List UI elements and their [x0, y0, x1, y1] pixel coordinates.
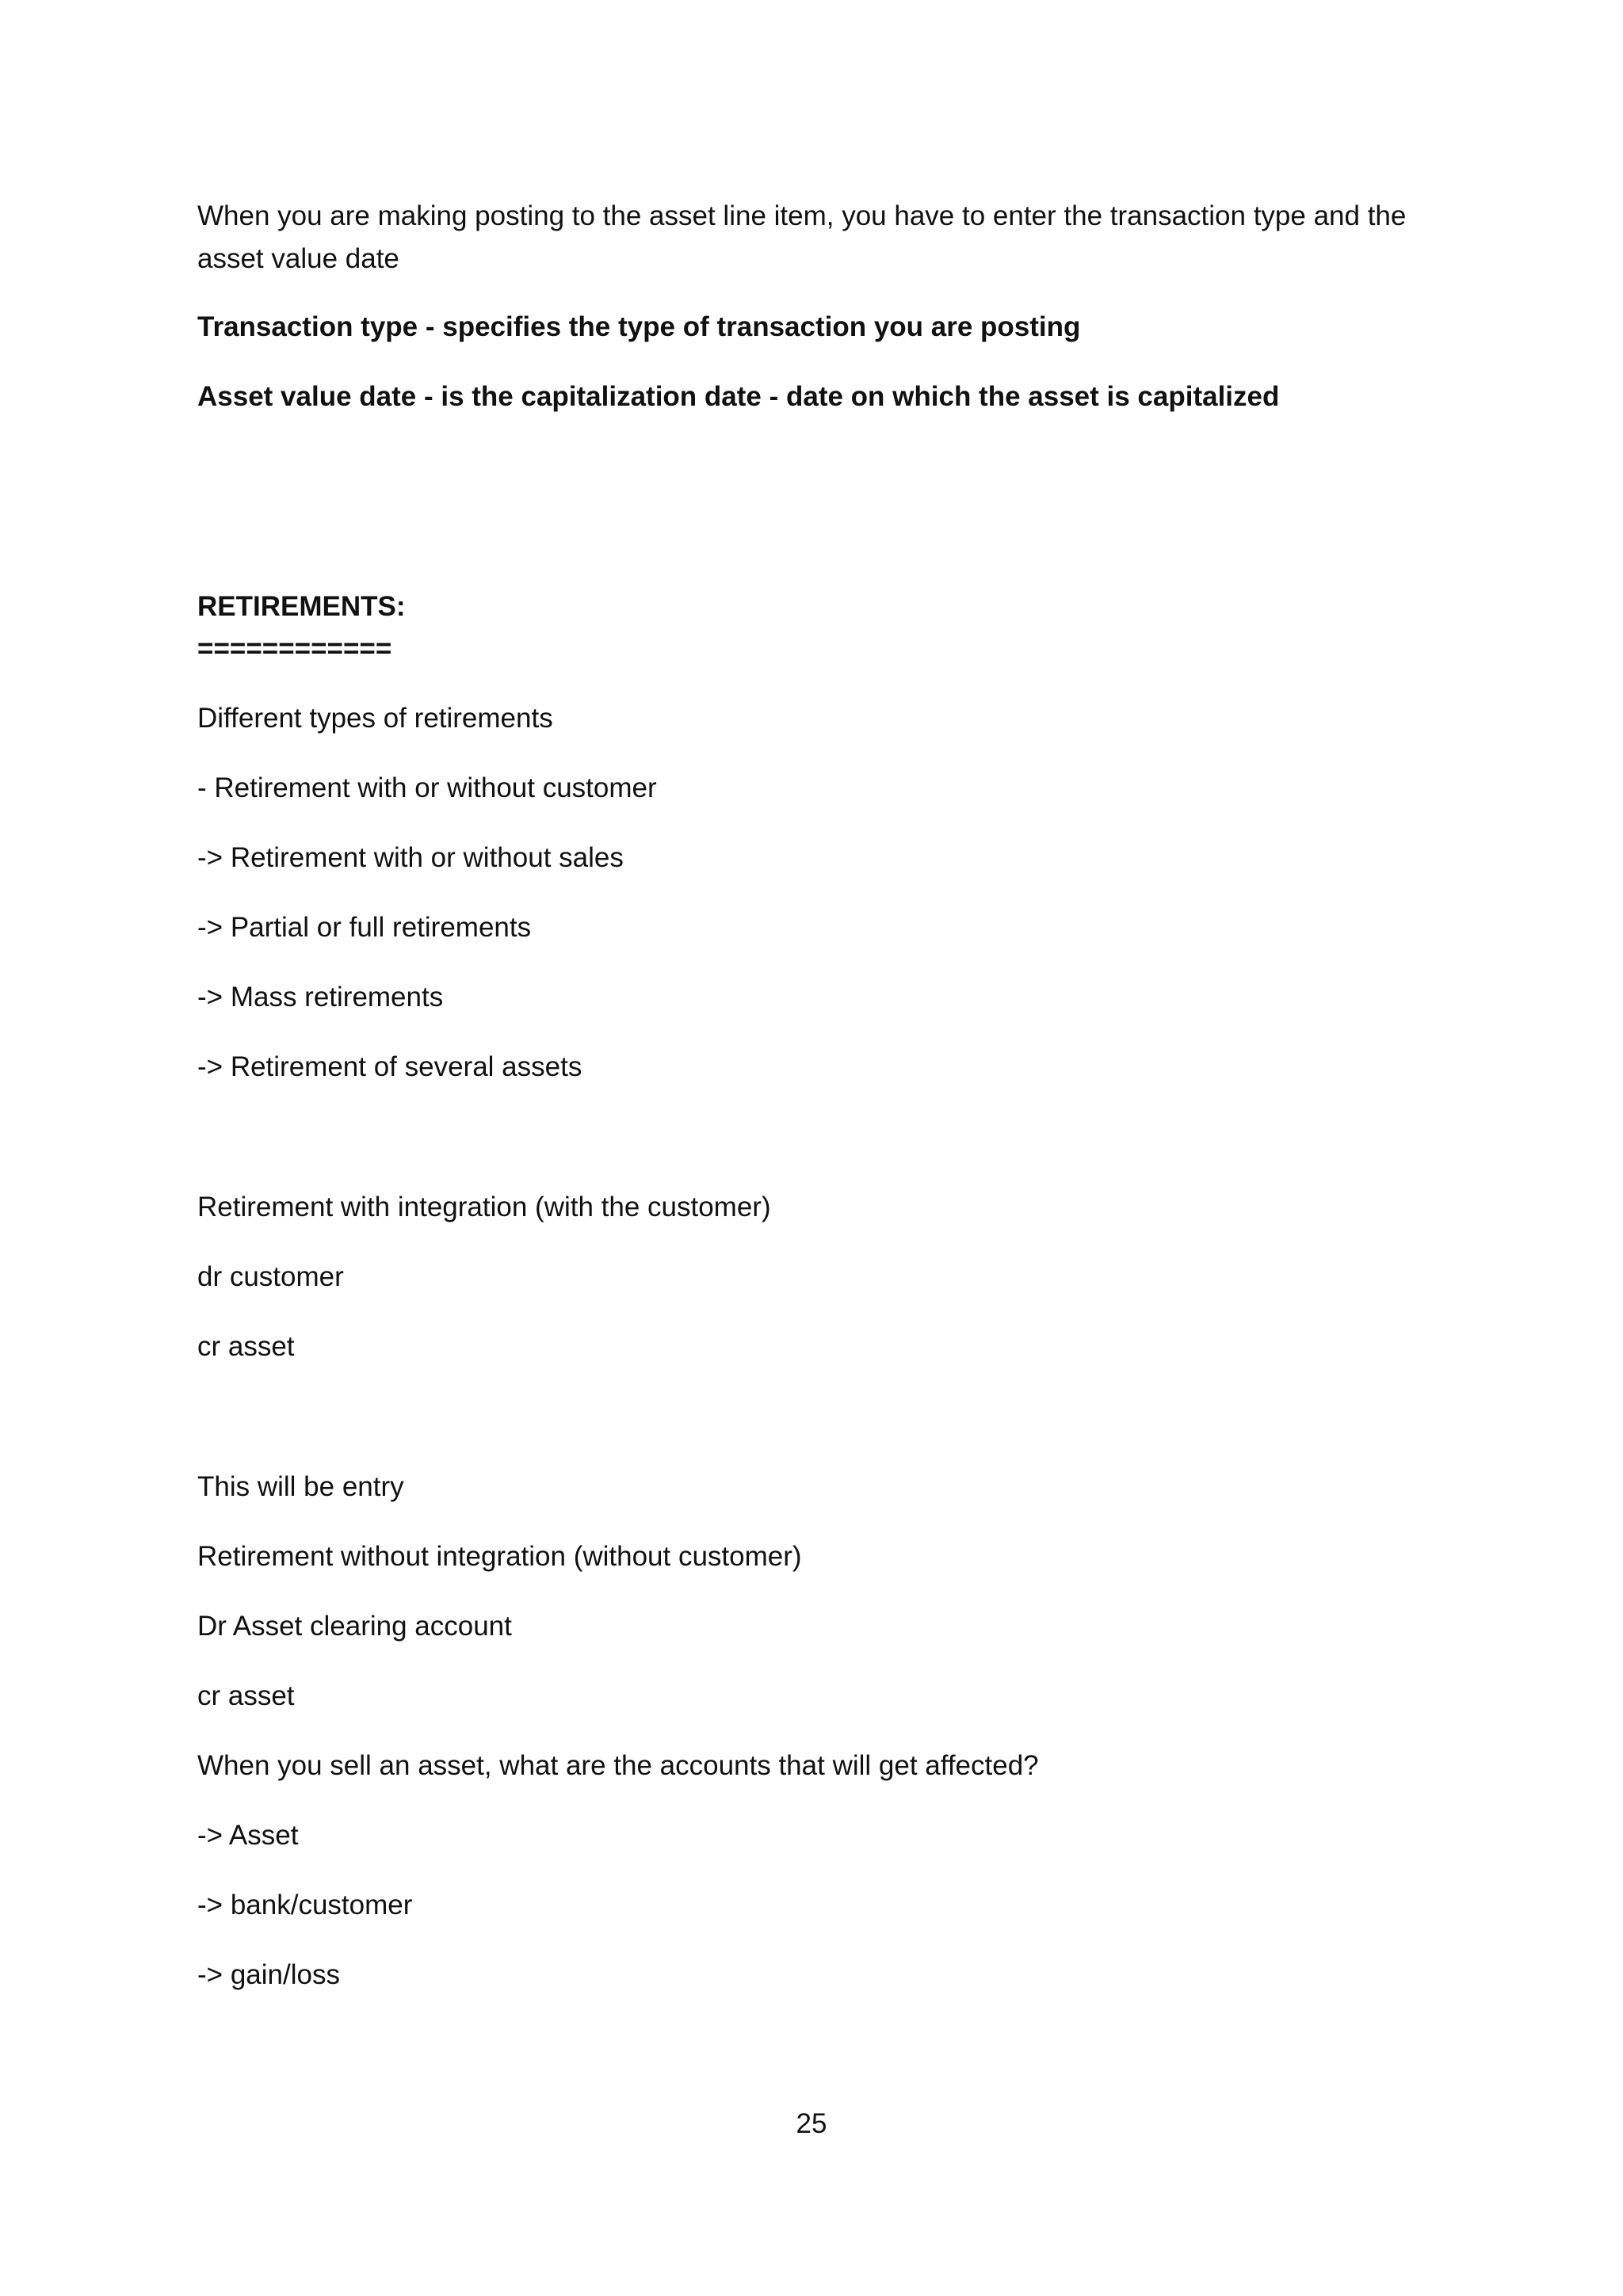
transaction-type-definition: Transaction type - specifies the type of transaction you are posting [197, 311, 1081, 342]
affected-account-item: -> bank/customer [197, 1890, 413, 1920]
retirement-without-integration-title: Retirement without integration (without customer) [197, 1541, 802, 1572]
affected-account-item: -> Asset [197, 1820, 299, 1851]
with-integration-credit: cr asset [197, 1331, 295, 1362]
intro-paragraph: When you are making posting to the asset line item, you have to enter the transaction type and the asset value date [197, 200, 1407, 274]
retirement-type-item: - Retirement with or without customer [197, 772, 657, 803]
asset-value-date-definition: Asset value date - is the capitalization date - date on which the asset is capitalized [197, 381, 1280, 412]
retirements-heading-underline: ============ [197, 633, 392, 664]
retirement-types-intro: Different types of retirements [197, 703, 553, 734]
retirement-type-item: -> Retirement of several assets [197, 1051, 582, 1082]
retirement-type-item: -> Retirement with or without sales [197, 842, 624, 873]
sale-question: When you sell an asset, what are the accounts that will get affected? [197, 1750, 1039, 1781]
retirements-heading: RETIREMENTS: [197, 591, 406, 622]
with-integration-debit: dr customer [197, 1261, 344, 1292]
page-number: 25 [796, 2108, 827, 2139]
retirement-type-item: -> Mass retirements [197, 982, 444, 1013]
without-integration-credit: cr asset [197, 1680, 295, 1711]
entry-note: This will be entry [197, 1471, 404, 1502]
retirement-type-item: -> Partial or full retirements [197, 912, 532, 943]
retirement-with-integration-title: Retirement with integration (with the customer) [197, 1192, 771, 1222]
without-integration-debit: Dr Asset clearing account [197, 1611, 512, 1642]
affected-account-item: -> gain/loss [197, 1959, 340, 1990]
